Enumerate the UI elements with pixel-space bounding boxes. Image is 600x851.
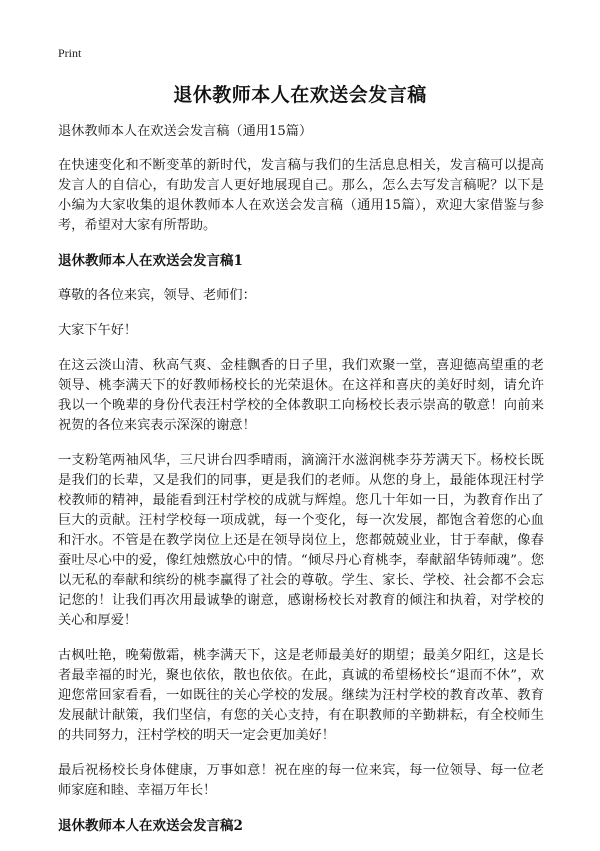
document-body [58,122,544,851]
section-heading-2: 退休教师本人在欢送会发言稿2 [58,818,243,834]
body-paragraph-2: 一支粉笔两袖风华，三尺讲台四季晴雨，滴滴汗水滋润桃李芬芳满天下。杨校长既是我们的长辈，又是我们的同事，更是我们的老师。从您的身上，最能体现汪村学校教师的精神，最能看到汪村学校的成就与辉煌。您几十年如一日，为教育作出了巨大的贡献。汪村学校每一项成就，每一个变化，每一次发展，都饱含着您的心血和汗水。不管是在教学岗位上还是在领导岗位上，您都兢兢业业，甘于奉献，像春蚕吐尽心中的爱，像红烛燃放心中的情。“倾尽丹心育桃李，奉献韶华铸师魂”。您以无私的奉献和缤纷的桃李赢得了社会的尊敬。学生、家长、学校、社会都不会忘记您的！让我们再次用最诚挚的谢意，感谢杨校长对教育的倾注和执着，对学校的关心和厚爱！ [58,453,544,628]
print-link[interactable]: Print [58,46,82,60]
body-paragraph-3: 古枫吐艳，晚菊傲霜，桃李满天下，这是老师最美好的期望；最美夕阳红，这是长者最幸福的时光，聚也依依，散也依依。在此，真诚的希望杨校长“退而不休”，欢迎您常回家看看，一如既往的关心学校的发展。继续为汪村学校的教育改革、教育发展献计献策，我们坚信，有您的关心支持，有在职教师的辛勤耕耘，有全校师生的共同努力，汪村学校的明天一定会更加美好！ [58,648,544,743]
greeting-line: 尊敬的各位来宾，领导、老师们： [58,288,256,303]
body-paragraph-1: 在这云淡山清、秋高气爽、金桂飘香的日子里，我们欢聚一堂，喜迎德高望重的老领导、桃李满天下的好教师杨校长的光荣退休。在这祥和喜庆的美好时刻，请允许我以一个晚辈的身份代表汪村学校的全体教职工向杨校长表示崇高的敬意！向前来祝贺的各位来宾表示深深的谢意！ [58,358,544,433]
page-title: 退休教师本人在欢送会发言稿 [173,84,427,106]
salutation-line: 大家下午好！ [58,323,138,338]
document-subtitle: 退休教师本人在欢送会发言稿（通用15篇） [58,124,313,139]
intro-paragraph: 在快速变化和不断变革的新时代，发言稿与我们的生活息息相关，发言稿可以提高发言人的自信心，有助发言人更好地展现自己。那么，怎么去写发言稿呢？以下是小编为大家收集的退休教师本人在欢送会发言稿（通用15篇），欢迎大家借鉴与参考，希望对大家有所帮助。 [58,158,544,233]
section-heading-1: 退休教师本人在欢送会发言稿1 [58,253,243,269]
body-paragraph-4: 最后祝杨校长身体健康，万事如意！祝在座的每一位来宾，每一位领导、每一位老师家庭和睦、幸福万年长！ [58,763,544,798]
